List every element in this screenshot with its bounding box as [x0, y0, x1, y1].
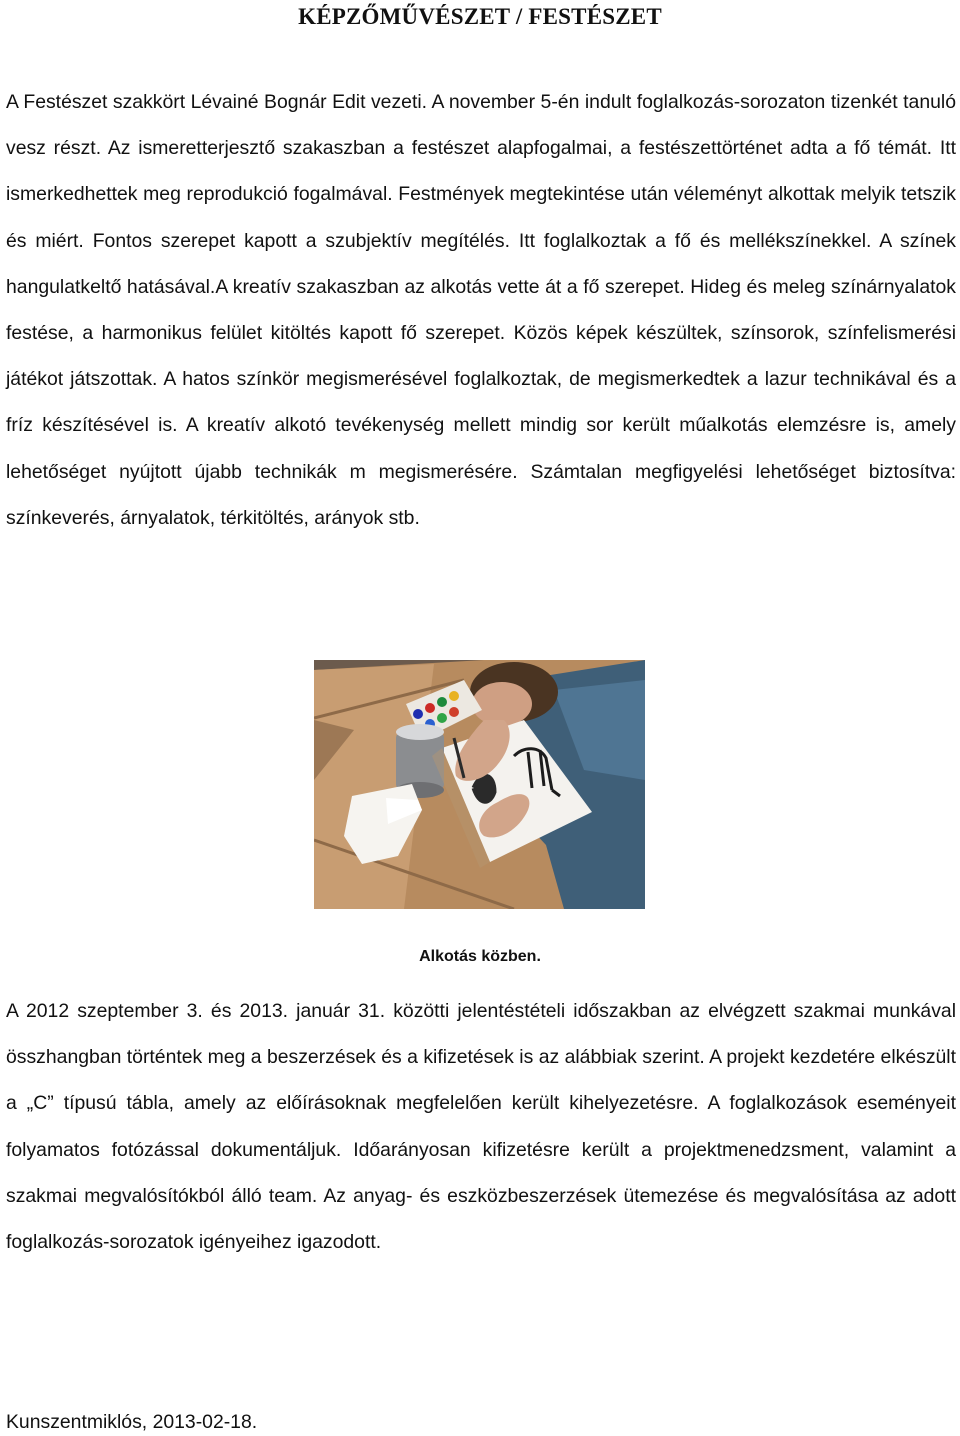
paragraph-report: A 2012 szeptember 3. és 2013. január 31. közötti jelentéstételi időszakban az elvégzett szakmai munkával összhangban történtek meg a beszerzések és a kifizetések is az alábbiak szerint. A projekt kezdetére elkészült a „C” típusú tábla, amely az előírásoknak megfelelően került kihelyezetésre. A foglalkozások eseményeit folyamatos fotózással dokumentáljuk. Időarányosan kifizetésre került a projektmenedzsment, valamint a szakmai megvalósítókból álló team. Az anyag- és eszközbeszerzések ütemezése és megvalósítása az adott foglalkozás-sorozatok igényeihez igazodott. [6, 1000, 956, 1254]
painting-photo [314, 660, 645, 909]
page-title: KÉPZŐMŰVÉSZET / FESTÉSZET [298, 4, 662, 29]
photo-caption: Alkotás közben. [419, 948, 541, 965]
paragraph-intro: A Festészet szakkört Lévainé Bognár Edit vezeti. A november 5-én indult foglalkozás-sorozaton tizenkét tanuló vesz részt. Az ismeretterjesztő szakaszban a festészet alapfogalmai, a festészettörténet adta a fő témát. Itt ismerkedhettek meg reprodukció fogalmával. Festmények megtekintése után véleményt alkottak melyik tetszik és miért. Fontos szerepet kapott a szubjektív megítélés. Itt foglalkoztak a fő és mellékszínekkel. A színek hangulatkeltő hatásával.A kreatív szakaszban az alkotás vette át a fő szerepet. Hideg és meleg színárnyalatok festése, a harmonikus felület kitöltés kapott fő szerepet. Közös képek készültek, színsorok, színfelismerési játékot játszottak. A hatos színkör megismerésével foglalkoztak, de megismerkedtek a lazur technikával és a fríz készítésével is. A kreatív alkotó tevékenység mellett mindig sor került műalkotás elemzésre is, amely lehetőséget nyújtott újabb technikák m megismerésére. Számtalan megfigyelési lehetőséget biztosítva: színkeverés, árnyalatok, térkitöltés, arányok stb. [6, 91, 956, 529]
place-date-footer: Kunszentmiklós, 2013-02-18. [6, 1411, 258, 1433]
photo-child-painting-icon [314, 660, 645, 909]
